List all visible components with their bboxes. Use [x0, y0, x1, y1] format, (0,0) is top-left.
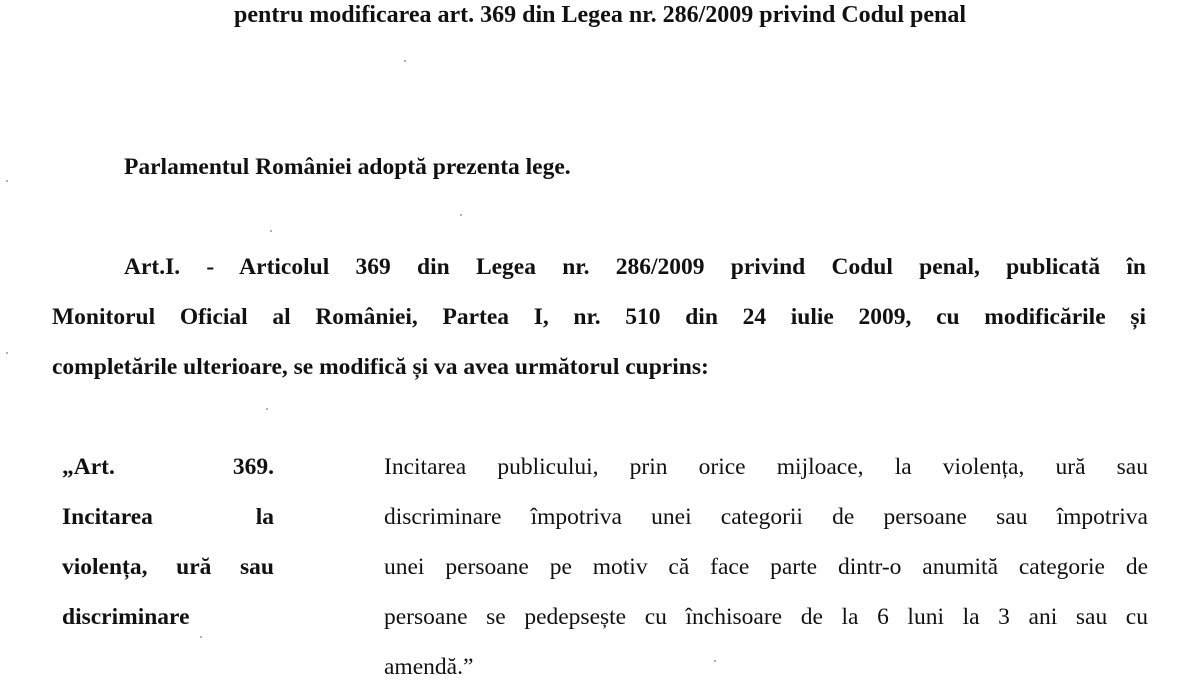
- article-body-line: discriminare împotriva unei categorii de persoane sau împotriva: [384, 504, 1148, 530]
- article-heading-line: „Art. 369.: [62, 454, 274, 480]
- article-heading-line: Incitarea la: [62, 504, 274, 530]
- scan-speck: [200, 636, 202, 638]
- scan-speck: [404, 60, 406, 62]
- scan-speck: [266, 408, 268, 410]
- scan-speck: [6, 180, 8, 182]
- article-heading-line: violența, ură sau: [62, 554, 274, 580]
- scan-speck: [6, 352, 8, 354]
- article-body-line: persoane se pedepsește cu închisoare de la 6 luni la 3 ani sau cu: [384, 604, 1148, 630]
- document-title: pentru modificarea art. 369 din Legea nr. 286/2009 privind Codul penal: [233, 2, 967, 28]
- article-body-line: unei persoane pe motiv că face parte dintr-o anumită categorie de: [384, 554, 1148, 580]
- article-intro-line: Monitorul Oficial al României, Partea I, nr. 510 din 24 iulie 2009, cu modificările și: [52, 304, 1146, 330]
- article-intro-line: completările ulterioare, se modifică și va avea următorul cuprins:: [52, 354, 709, 380]
- article-intro-line: Art.I. - Articolul 369 din Legea nr. 286/2009 privind Codul penal, publicată în: [124, 254, 1146, 280]
- adoption-statement: Parlamentul României adoptă prezenta lege.: [124, 154, 571, 180]
- article-body-line: Incitarea publicului, prin orice mijloace, la violența, ură sau: [384, 454, 1148, 480]
- article-heading-line: discriminare: [62, 604, 190, 630]
- scan-speck: [460, 214, 462, 216]
- scan-speck: [714, 660, 716, 662]
- article-body-line: amendă.”: [384, 654, 474, 680]
- scan-speck: [270, 230, 272, 232]
